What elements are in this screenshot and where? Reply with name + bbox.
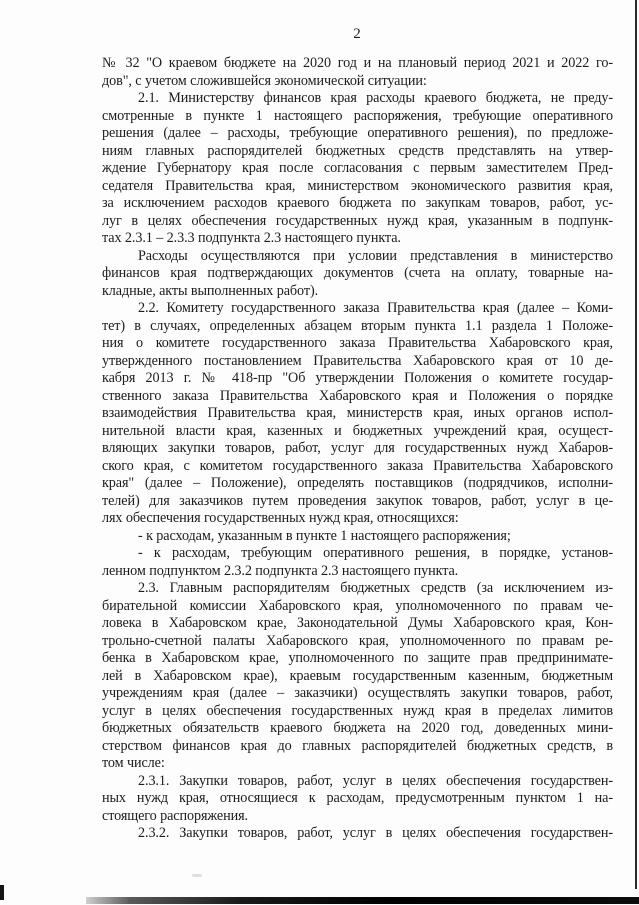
text-line: ния о комитете государственного заказа Правительства Хабаровского края, bbox=[102, 335, 613, 351]
text-line: услуг в целях обеспечения государственных нужд края в пределах лимитов bbox=[102, 702, 613, 719]
text-line: взаимодействия Правительства края, министерств края, иных органов испол- bbox=[102, 405, 613, 421]
text-line: 2.1. Министерству финансов края расходы краевого бюджета, не преду- bbox=[138, 90, 613, 106]
text-line: края" (далее – Положение), определять поставщиков (подрядчиков, исполни- bbox=[102, 475, 613, 491]
text-line: утвержденного постановлением Правительства Хабаровского края от 10 де- bbox=[102, 352, 613, 369]
text-line: за исключением расходов краевого бюджета по закупкам товаров, работ, ус- bbox=[102, 195, 613, 211]
paragraph bbox=[102, 300, 613, 528]
text-line: стерством финансов края до главных распорядителей бюджетных средств, в bbox=[102, 737, 613, 754]
paragraph bbox=[102, 825, 613, 843]
paragraph bbox=[102, 580, 613, 773]
text-line: ственного заказа Правительства Хабаровского края и Положения о порядке bbox=[102, 387, 613, 404]
text-line: - к расходам, требующим оперативного решения, в порядке, установ- bbox=[138, 545, 613, 561]
text-line: бюджетных обязательств краевого бюджета на 2020 год, доведенных мини- bbox=[102, 720, 613, 736]
text-line: смотренные в пункте 1 настоящего распоряжения, требующие оперативного bbox=[102, 107, 613, 124]
text-line: Расходы осуществляются при условии представления в министерство bbox=[138, 247, 613, 264]
text-line: лях обеспечения государственных нужд края, относящихся: bbox=[102, 510, 459, 526]
text-line: № 32 "О краевом бюджете на 2020 год и на плановый период 2021 и 2022 го- bbox=[102, 55, 613, 71]
paragraph bbox=[102, 528, 613, 546]
document-body bbox=[102, 55, 613, 843]
paragraph bbox=[102, 773, 613, 826]
text-line: том числе: bbox=[102, 755, 165, 771]
text-line: 2.3.1. Закупки товаров, работ, услуг в целях обеспечения государствен- bbox=[138, 772, 613, 789]
text-line: ловека в Хабаровском крае, Законодательной Думы Хабаровского края, Кон- bbox=[102, 615, 613, 631]
scan-speck-artifact bbox=[192, 874, 202, 877]
text-line: телей) для заказчиков путем проведения закупок товаров, работ, услуг в це- bbox=[102, 492, 613, 509]
text-line: тет) в случаях, определенных абзацем вторым пункта 1.1 раздела 1 Положе- bbox=[102, 317, 613, 334]
text-line: вляющих закупки товаров, работ, услуг для государственных нужд Хабаров- bbox=[102, 440, 613, 456]
text-line: лей в Хабаровском крае), краевым государственным казенным, бюджетным bbox=[102, 667, 613, 684]
scan-left-edge-artifact bbox=[0, 885, 4, 900]
text-line: кладные, акты выполненных работ). bbox=[102, 282, 319, 299]
text-line: 2.3. Главным распорядителям бюджетных средств (за исключением из- bbox=[138, 580, 613, 596]
paragraph bbox=[102, 545, 613, 580]
text-line: решения (далее – расходы, требующие оперативного решения), по предложе- bbox=[102, 125, 613, 141]
text-line: ных нужд края, относящиеся к расходам, предусмотренным пунктом 1 на- bbox=[102, 790, 613, 806]
text-line: трольно-счетной палаты Хабаровского края, уполномоченного по правам ре- bbox=[102, 632, 613, 649]
text-line: дов", с учетом сложившейся экономической ситуации: bbox=[102, 72, 427, 89]
text-line: учреждениям края (далее – заказчики) осуществлять закупки товаров, работ, bbox=[102, 685, 613, 701]
text-line: ского края, с комитетом государственного заказа Правительства Хабаровского bbox=[102, 457, 613, 474]
text-line: нительной власти края, казенных и бюджетных учреждений края, осущест- bbox=[102, 422, 613, 439]
paragraph bbox=[102, 248, 613, 301]
scan-right-edge-artifact bbox=[635, 0, 637, 889]
text-line: бенка в Хабаровском крае, уполномоченного по защите прав предпринимате- bbox=[102, 650, 613, 666]
scan-bottom-bar-artifact bbox=[86, 897, 639, 904]
text-line: бирательной комиссии Хабаровского края, уполномоченного по правам че- bbox=[102, 597, 613, 614]
text-line: 2.2. Комитету государственного заказа Правительства края (далее – Коми- bbox=[138, 300, 613, 316]
text-line: ниям главных распорядителей бюджетных средств представлять на утвер- bbox=[102, 142, 613, 159]
paragraph bbox=[102, 55, 613, 90]
text-line: стоящего распоряжения. bbox=[102, 807, 248, 824]
text-line: кабря 2013 г. № 418-пр "Об утверждении Положения о комитете государ- bbox=[102, 370, 613, 386]
page-number: 2 bbox=[353, 26, 361, 42]
text-line: седателя Правительства края, министерством экономического развития края, bbox=[102, 177, 613, 194]
text-line: финансов края подтверждающих документов (счета на оплату, товарные на- bbox=[102, 265, 613, 281]
text-line: ждение Губернатору края после согласования с первым заместителем Пред- bbox=[102, 160, 613, 176]
text-line: луг в целях обеспечения государственных нужд края, указанным в подпунк- bbox=[102, 212, 613, 229]
text-line: 2.3.2. Закупки товаров, работ, услуг в целях обеспечения государствен- bbox=[138, 825, 613, 841]
text-line: ленном подпунктом 2.3.2 подпункта 2.3 настоящего пункта. bbox=[102, 562, 459, 579]
text-line: тах 2.3.1 – 2.3.3 подпункта 2.3 настоящего пункта. bbox=[102, 230, 401, 246]
paragraph bbox=[102, 90, 613, 248]
text-line: - к расходам, указанным в пункте 1 настоящего распоряжения; bbox=[138, 527, 511, 544]
